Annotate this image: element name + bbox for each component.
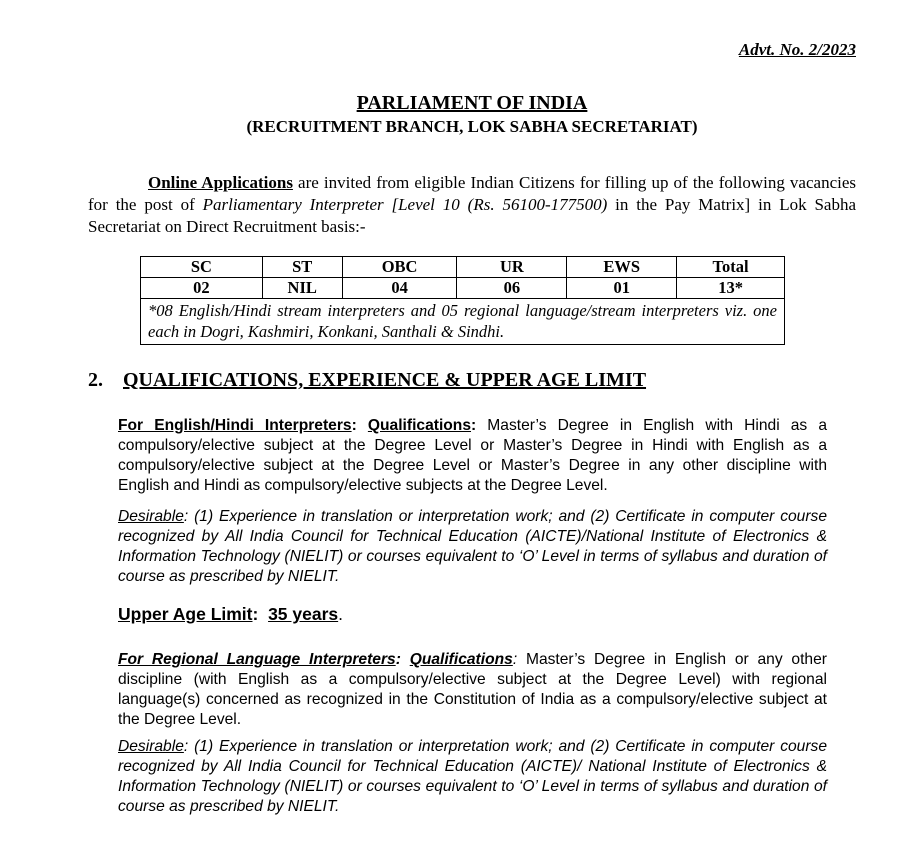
english-hindi-qual-label: Qualifications (367, 417, 472, 434)
regional-qual-sep: : (512, 651, 518, 668)
age-label: Upper Age Limit (118, 604, 253, 624)
intro-text-2: in the Pay Matrix] in Lok Sabha Secretariat on Direct Recruitment basis:- (88, 195, 857, 236)
regional-desirable (118, 737, 827, 817)
age-sep: : (252, 604, 269, 624)
header-sc: SC (141, 257, 263, 278)
page-subtitle: (RECRUITMENT BRANCH, LOK SABHA SECRETARIAT) (246, 117, 698, 136)
regional-sep: : (395, 651, 410, 668)
value-ur: 06 (457, 278, 567, 299)
table-value-row (141, 278, 785, 299)
intro-text-1: are invited from eligible Indian Citizens for filling up of the following vacancies for the post of (88, 173, 856, 214)
table-note: *08 English/Hindi stream interpreters and 05 regional language/stream interpreters viz. one each in Dogri, Kashmiri, Konkani, Santhali & Sindhi. (141, 299, 785, 345)
vacancy-table (140, 256, 785, 345)
english-hindi-label: For English/Hindi Interpreters (118, 417, 352, 434)
intro-lead: Online Applications (148, 173, 293, 192)
section-title: QUALIFICATIONS, EXPERIENCE & UPPER AGE LIMIT (123, 369, 647, 391)
regional-desirable-text: : (1) Experience in translation or interpretation work; and (2) Certificate in computer course recognized by All India Council for Technical Education (AICTE)/ National Institute of Electronics & Information Technology (NIELIT) or courses equivalent to ‘O’ Level in terms of syllabus and duration of course as prescribed by NIELIT. (118, 738, 827, 815)
section-heading (88, 369, 646, 392)
page-title: PARLIAMENT OF INDIA (356, 92, 588, 114)
age-end: . (338, 604, 344, 624)
regional-qual-label: Qualifications (409, 651, 513, 668)
table-note-row (141, 299, 785, 345)
regional-qualifications (118, 650, 827, 730)
regional-label: For Regional Language Interpreters (118, 651, 396, 668)
english-hindi-sep: : (351, 417, 368, 434)
regional-qual-text: Master’s Degree in English or any other discipline (with English as a compulsory/elective subject at the Degree Level) with regional language(s) concerned as recognized in the Constitution of India as a compulsory/elective subject at the Degree Level. (118, 651, 827, 728)
header-ur: UR (457, 257, 567, 278)
english-hindi-desirable-label: Desirable (118, 508, 184, 525)
intro-post: Parliamentary Interpreter [Level 10 (Rs. 56100-177500) (202, 195, 608, 214)
english-hindi-qual-text: Master’s Degree in English with Hindi as a compulsory/elective subject at the Degree Level or Master’s Degree in Hindi with English as a compulsory/elective subject at the Degree Level or Master’s Degree in any other discipline with English and Hindi as compulsory/elective subjects at the Degree Level. (118, 417, 827, 494)
table-header-row (141, 257, 785, 278)
english-hindi-desirable-text: : (1) Experience in translation or interpretation work; and (2) Certificate in computer course recognized by All India Council for Technical Education (AICTE)/National Institute of Electronics & Information Technology (NIELIT) or courses equivalent to ‘O’ Level in terms of syllabus and duration of course as prescribed by NIELIT. (118, 508, 827, 585)
header-st: ST (262, 257, 342, 278)
english-hindi-qualifications (118, 416, 827, 496)
section-number: 2. (88, 369, 103, 391)
english-hindi-qual-sep: : (471, 417, 477, 434)
regional-desirable-label: Desirable (118, 738, 184, 755)
value-sc: 02 (141, 278, 263, 299)
value-obc: 04 (342, 278, 457, 299)
age-value: 35 years (268, 604, 339, 624)
header-total: Total (677, 257, 785, 278)
english-hindi-desirable (118, 507, 827, 587)
value-total: 13* (677, 278, 785, 299)
advertisement-number: Advt. No. 2/2023 (738, 40, 856, 59)
value-ews: 01 (567, 278, 677, 299)
value-st: NIL (262, 278, 342, 299)
intro-paragraph (88, 172, 856, 238)
header-obc: OBC (342, 257, 457, 278)
header-ews: EWS (567, 257, 677, 278)
upper-age-limit (118, 604, 343, 625)
